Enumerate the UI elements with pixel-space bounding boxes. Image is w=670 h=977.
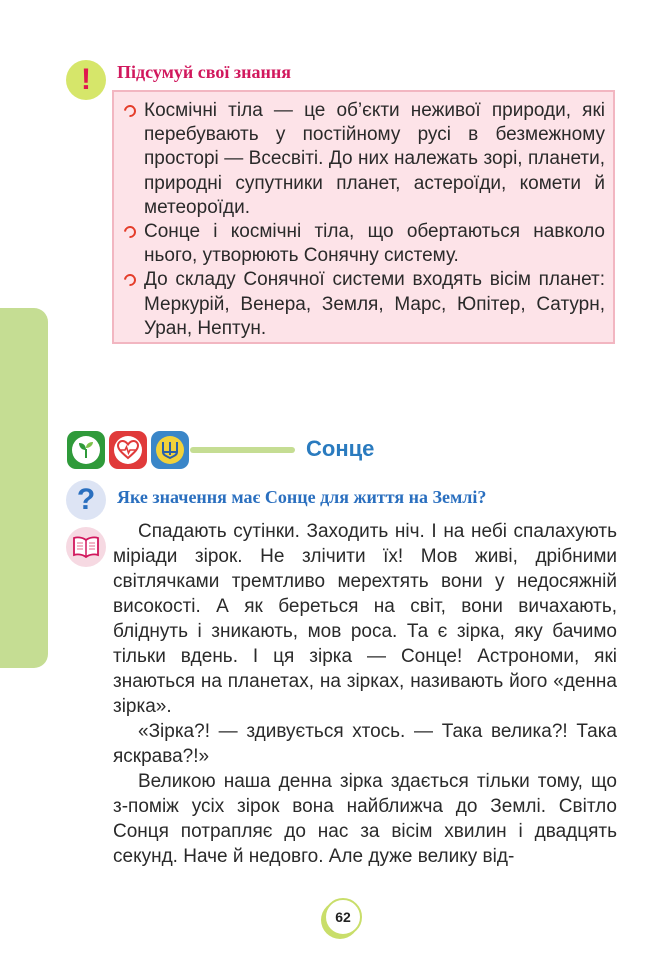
open-book-icon <box>66 527 106 567</box>
eco-sprout-icon <box>67 431 105 469</box>
question-text: Яке значення має Сонце для життя на Землі? <box>117 487 487 507</box>
chapter-side-tab <box>0 308 48 668</box>
summary-item: Сонце і космічні тіла, що обертаються навколо нього, утворюють Сонячну систему. <box>124 220 605 268</box>
section-title: Сонце <box>306 436 375 461</box>
paragraph: «Зірка?! — здивується хтось. — Така велика?! Така яскрава?!» <box>113 721 617 767</box>
trident-icon <box>151 431 189 469</box>
summary-item: Космічні тіла — це об’єкти неживої природи, які перебувають у постійному русі в безмежному просторі — Всесвіті. До них належать зорі, планети, природні супутники планет, астероїди, комети й метеороїди. <box>124 99 605 220</box>
exclamation-icon: ! <box>66 60 106 100</box>
bullet-icon <box>122 272 139 289</box>
heart-pulse-icon <box>109 431 147 469</box>
question-icon: ? <box>66 480 106 520</box>
bullet-icon <box>122 103 139 120</box>
paragraph: Великою наша денна зірка здається тільки тому, що з-поміж усіх зірок вона найближча до Землі. Світло Сонця потрапляє до нас за вісім хвилин і двадцять секунд. Наче й недовго. Але дуже велику від- <box>113 771 617 867</box>
paragraph: Спадають сутінки. Заходить ніч. І на небі спалахують міріади зірок. Не злічити їх! Мов живі, дрібними світлячками тремтливо мерехтять вони у недосяжній високості. А як береться на світ, вони вичахають, бліднуть і зникають, мов роса. Та є зірка, яку бачимо тільки вдень. І ця зірка — Сонце! Астрономи, які знаються на планетах, на зірках, називають його «денна зірка». <box>113 521 617 717</box>
summary-box <box>112 90 615 344</box>
summary-title: Підсумуй свої знання <box>117 62 291 82</box>
page-number: 62 <box>324 898 362 936</box>
bullet-icon <box>122 224 139 241</box>
section-divider <box>190 447 295 453</box>
reading-text <box>113 519 617 869</box>
summary-item: До складу Сонячної системи входять вісім планет: Меркурій, Венера, Земля, Марс, Юпітер, Сатурн, Уран, Нептун. <box>124 268 605 341</box>
